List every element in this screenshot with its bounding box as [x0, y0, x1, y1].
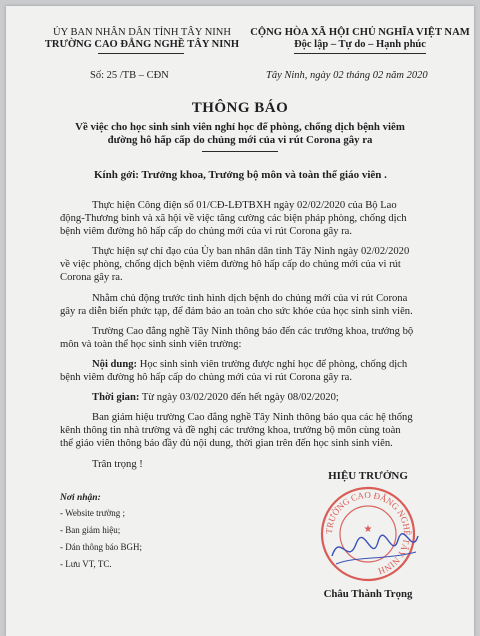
page-title: THÔNG BÁO	[191, 100, 289, 116]
p5-line2: bệnh viêm đường hô hấp cấp do chủng mới của vi rút Corona gây ra.	[60, 372, 353, 383]
recipient-item: - Website trường ;	[60, 508, 125, 518]
signature-scribble	[326, 526, 422, 572]
p2-line3: Corona gây ra.	[60, 272, 123, 283]
agency-line2: TRƯỜNG CAO ĐẲNG NGHỀ TÂY NINH	[44, 39, 240, 50]
agency-underline	[98, 53, 184, 54]
closing: Trân trọng !	[92, 459, 143, 470]
p2-line1: Thực hiện sự chỉ đạo của Ủy ban nhân dân tỉnh Tây Ninh ngày 02/02/2020	[92, 246, 410, 257]
content-label: Nội dung:	[92, 359, 138, 370]
p5-text: Học sinh sinh viên trường được nghỉ học để phòng, chống dịch	[137, 359, 408, 370]
motto-underline	[294, 53, 426, 54]
p4-line2: môn và toàn thể học sinh sinh viên trường:	[60, 339, 242, 350]
svg-text:★: ★	[363, 524, 373, 535]
motto: Độc lập – Tự do – Hạnh phúc	[294, 39, 426, 50]
subject-line1: Về việc cho học sinh sinh viên nghỉ học để phòng, chống dịch bệnh viêm	[75, 121, 405, 133]
recipients-title: Nơi nhận:	[60, 493, 101, 503]
recipient-item: - Ban giám hiệu;	[60, 525, 121, 535]
signature-role: HIỆU TRƯỞNG	[328, 470, 408, 482]
p3-line2: gây ra diễn biến phức tạp, để đảm bảo an toàn cho sức khỏe của học sinh sinh viên.	[60, 306, 413, 317]
p1-line1: Thực hiện Công điện số 01/CĐ-LĐTBXH ngày 02/02/2020 của Bộ Lao	[92, 200, 397, 211]
p1-line3: bệnh viêm đường hô hấp cấp do chủng mới của vi rút Corona gây ra.	[60, 226, 353, 237]
p7-line1: Ban giám hiệu trường Cao đẳng nghề Tây Ninh thông báo qua các hệ thống	[92, 412, 413, 423]
p1-line2: động-Thương binh và xã hội về việc tăng cường các biện pháp phòng, chống dịch	[60, 213, 407, 224]
place-date: Tây Ninh, ngày 02 tháng 02 năm 2020	[266, 70, 428, 81]
p3-line1: Nhằm chủ động trước tình hình dịch bệnh do chủng mới của vi rút Corona	[92, 293, 408, 304]
agency-line1: ỦY BAN NHÂN DÂN TỈNH TÂY NINH	[53, 27, 231, 38]
subject-underline	[202, 151, 278, 152]
doc-number: Số: 25 /TB – CĐN	[90, 70, 169, 81]
subject-line2: đường hô hấp cấp do chủng mới của vi rút Corona gây ra	[107, 134, 373, 146]
time-label: Thời gian:	[92, 392, 140, 403]
p4-line1: Trường Cao đẳng nghề Tây Ninh thông báo đến các trưởng khoa, trưởng bộ	[92, 326, 414, 337]
recipient-item: - Lưu VT, TC.	[60, 559, 112, 569]
p7-line2: kênh thông tin nhà trường và đề nghị các trưởng khoa, trưởng bộ môn cùng toàn	[60, 425, 401, 436]
p7-line3: thể giáo viên thông báo đầy đủ nội dung, thời gian trên đến học sinh sinh viên.	[60, 438, 393, 449]
p6-text: Từ ngày 03/02/2020 đến hết ngày 08/02/2020;	[139, 392, 339, 403]
p6-line	[92, 391, 339, 404]
document-page	[6, 6, 474, 636]
p2-line2: về việc phòng, chống dịch bệnh viêm đường hô hấp cấp do chủng mới của vi rút	[60, 259, 401, 270]
stamp-text: TRƯỜNG CAO ĐẲNG NGHỀ TÂY NINH	[323, 489, 413, 577]
recipients-block	[60, 492, 142, 570]
recipient-item: - Dán thông báo BGH;	[60, 542, 142, 552]
signer-name: Châu Thành Trọng	[323, 588, 413, 600]
p5-line1	[92, 358, 407, 371]
greeting: Kính gởi: Trưởng khoa, Trưởng bộ môn và toàn thể giáo viên .	[94, 169, 387, 181]
country-name: CỘNG HÒA XÃ HỘI CHỦ NGHĨA VIỆT NAM	[250, 27, 470, 38]
